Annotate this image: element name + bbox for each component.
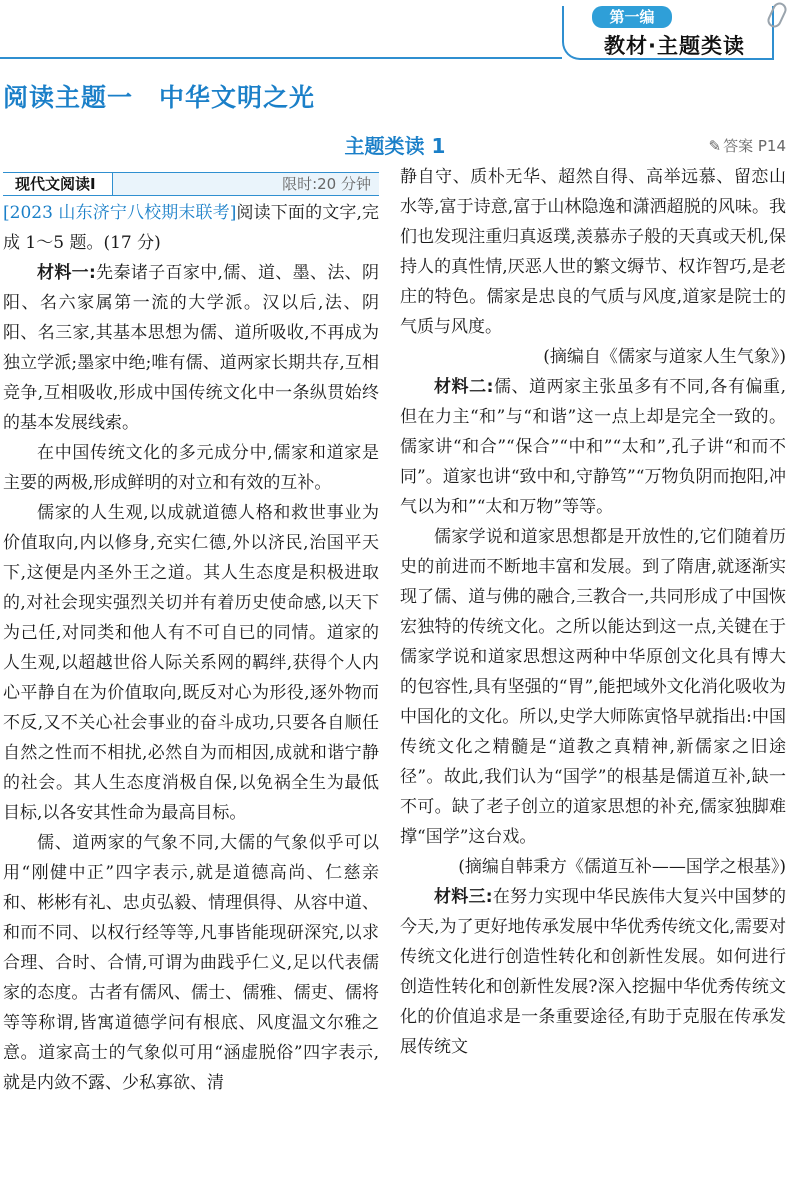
section-title: 阅读主题一 中华文明之光 bbox=[3, 83, 316, 112]
sub-title: 主题类读 1 bbox=[344, 134, 446, 158]
right-column bbox=[400, 162, 786, 1062]
paragraph bbox=[400, 882, 786, 1062]
pencil-icon: ✎ bbox=[708, 137, 722, 155]
intro-text: 阅读下面的文字,完成 1～5 题。(17 分) bbox=[3, 203, 380, 253]
citation bbox=[400, 342, 786, 372]
answer-reference-text: 答案 P14 bbox=[723, 137, 786, 155]
chapter-banner bbox=[562, 6, 774, 60]
paragraph-text: 在努力实现中华民族伟大复兴中国梦的今天,为了更好地传承发展中华优秀传统文化,需要对传统文化进行创造性转化和创新性发展。如何进行创造性转化和创新性发展?深入挖掘中华优秀传统文化的价值追求是一条重要途径,有助于克服在传承发展传统文 bbox=[400, 887, 786, 1057]
paragraph bbox=[3, 258, 379, 438]
citation bbox=[400, 852, 786, 882]
material-label: 材料一: bbox=[37, 263, 96, 283]
citation-text: (摘编自《儒家与道家人生气象》) bbox=[543, 347, 786, 367]
paragraph-text: 静自守、质朴无华、超然自得、高举远慕、留恋山水等,富于诗意,富于山林隐逸和潇洒超脱的风味。我们也发现注重归真返璞,羡慕赤子般的天真或天机,保持人的真性情,厌恶人世的繁文缛节、权诈智巧,是老庄的特色。儒家是忠良的气质与风度,道家是院士的气质与风度。 bbox=[400, 167, 786, 337]
header-rule bbox=[0, 57, 562, 59]
paragraph-text: 儒、道两家主张虽多有不同,各有偏重,但在力主“和”与“和谐”这一点上却是完全一致的。儒家讲“和合”“保合”“中和”“太和”,孔子讲“和而不同”。道家也讲“致中和,守静笃”“万物负阴而抱阳,冲气以为和”“太和万物”等等。 bbox=[400, 377, 786, 517]
paragraph-text: 在中国传统文化的多元成分中,儒家和道家是主要的两极,形成鲜明的对立和有效的互补。 bbox=[3, 443, 379, 493]
answer-reference[interactable] bbox=[709, 135, 786, 156]
chapter-title: 教材·主题类读 bbox=[604, 34, 745, 58]
paragraph bbox=[400, 162, 786, 342]
paragraph bbox=[3, 438, 379, 498]
chapter-tab: 第一编 bbox=[592, 6, 672, 28]
paragraph bbox=[400, 372, 786, 522]
paragraph bbox=[3, 498, 379, 828]
citation-text: (摘编自韩秉方《儒道互补——国学之根基》) bbox=[458, 857, 786, 877]
paragraph-text: 先秦诸子百家中,儒、道、墨、法、阴阳、名六家属第一流的大学派。汉以后,法、阴阳、名三家,其基本思想为儒、道所吸收,不再成为独立学派;墨家中绝;唯有儒、道两家长期共存,互相竞争,互相吸收,形成中国传统文化中一条纵贯始终的基本发展线索。 bbox=[3, 263, 379, 433]
paperclip-icon bbox=[765, 0, 789, 29]
material-label: 材料三: bbox=[434, 887, 493, 907]
exam-source: [2023 山东济宁八校期末联考] bbox=[3, 203, 237, 223]
paragraph bbox=[400, 522, 786, 852]
reading-type-label: 现代文阅读Ⅰ bbox=[3, 173, 113, 195]
intro-paragraph bbox=[3, 198, 379, 258]
material-label: 材料二: bbox=[434, 377, 494, 397]
section-bar bbox=[3, 172, 379, 196]
paragraph-text: 儒家的人生观,以成就道德人格和救世事业为价值取向,内以修身,充实仁德,外以济民,治国平天下,这便是内圣外王之道。其人生态度是积极进取的,对社会现实强烈关切并有着历史使命感,以天下为己任,对同类和他人有不可自已的同情。道家的人生观,以超越世俗人际关系网的羁绊,获得个人内心平静自在为价值取向,既反对心为形役,逐外物而不反,又不关心社会事业的奋斗成功,只要各自顺任自然之性而不相扰,必然自为而相因,成就和谐宁静的社会。其人生态度消极自保,以免祸全生为最低目标,以各安其性命为最高目标。 bbox=[3, 503, 379, 823]
paragraph-text: 儒、道两家的气象不同,大儒的气象似乎可以用“刚健中正”四字表示,就是道德高尚、仁慈亲和、彬彬有礼、忠贞弘毅、情理俱得、从容中道、和而不同、以权行经等等,凡事皆能现研深究,以求合理、合时、合情,可谓为曲践乎仁义,足以代表儒家的态度。古者有儒风、儒士、儒雅、儒吏、儒将等等称谓,皆寓道德学问有根底、风度温文尔雅之意。道家高士的气象似可用“涵虚脱俗”四字表示,就是内敛不露、少私寡欲、清 bbox=[3, 833, 379, 1093]
paragraph-text: 儒家学说和道家思想都是开放性的,它们随着历史的前进而不断地丰富和发展。到了隋唐,就逐渐实现了儒、道与佛的融合,三教合一,共同形成了中国恢宏独特的传统文化。之所以能达到这一点,关键在于儒家学说和道家思想这两种中华原创文化具有博大的包容性,具有坚强的“胃”,能把域外文化消化吸收为中国化的文化。所以,史学大师陈寅恪早就指出:中国传统文化之精髓是“道教之真精神,新儒家之旧途径”。故此,我们认为“国学”的根基是儒道互补,缺一不可。缺了老子创立的道家思想的补充,儒家独脚难撑“国学”这台戏。 bbox=[400, 527, 786, 847]
paragraph bbox=[3, 828, 379, 1098]
time-limit: 限时:20 分钟 bbox=[282, 175, 371, 193]
left-column bbox=[3, 198, 379, 1098]
